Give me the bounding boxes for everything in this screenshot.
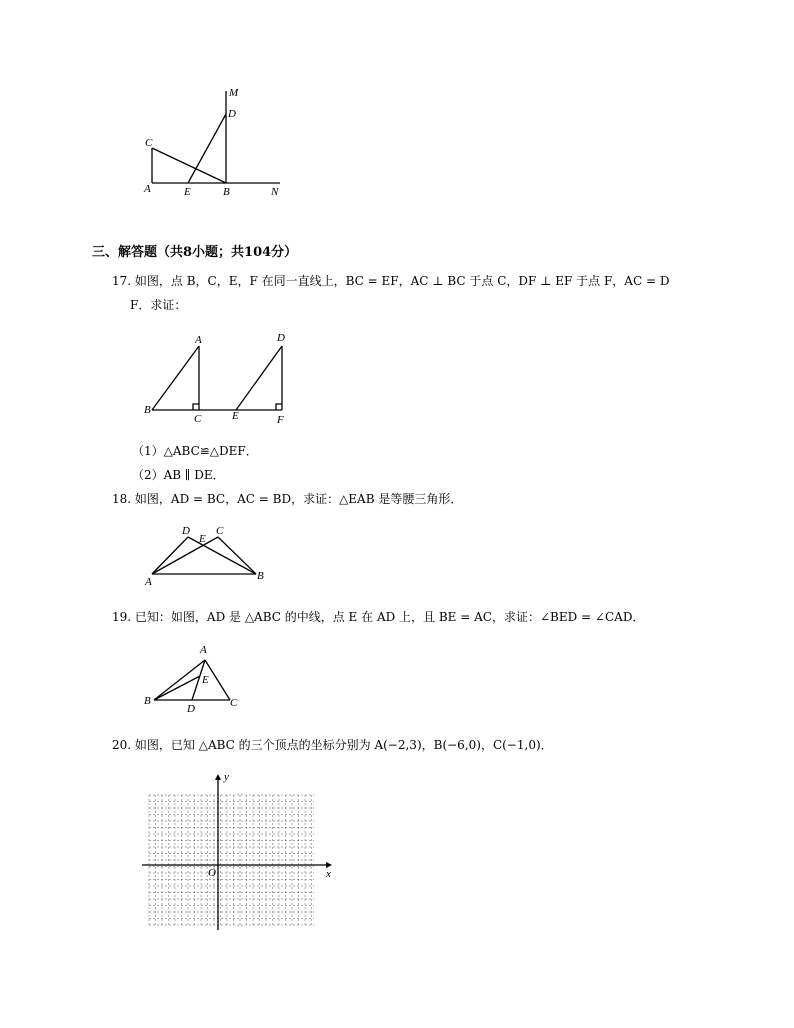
label-e: E: [199, 533, 206, 545]
label-d: D: [182, 525, 190, 537]
line-ac: [205, 660, 230, 700]
line-bc: [218, 537, 256, 574]
right-angle-f: [276, 404, 282, 410]
label-y: y: [224, 771, 229, 783]
label-f: F: [277, 414, 284, 426]
label-d: D: [277, 332, 285, 344]
label-d: D: [228, 108, 236, 120]
label-origin: O: [208, 867, 216, 879]
label-x: x: [326, 868, 331, 880]
grid-lines: [149, 795, 314, 925]
q17-text-line2: F．求证：: [130, 298, 187, 312]
figure-q18: [140, 520, 280, 590]
label-d: D: [187, 703, 195, 715]
label-b: B: [223, 186, 230, 198]
label-a: A: [145, 576, 152, 588]
label-b: B: [144, 404, 151, 416]
label-b: B: [257, 570, 264, 582]
label-a: A: [200, 644, 207, 656]
line-ed: [188, 114, 226, 183]
section-heading: 三、解答题（共8小题；共104分）: [92, 245, 298, 260]
line-ed: [236, 346, 282, 410]
coordinate-grid: [140, 772, 340, 932]
label-e: E: [184, 186, 191, 198]
label-n: N: [271, 186, 279, 198]
label-c: C: [145, 137, 153, 149]
label-a: A: [144, 183, 151, 195]
q18-text: 18. 如图，AD = BC，AC = BD，求证：△EAB 是等腰三角形．: [112, 492, 463, 506]
label-b: B: [144, 695, 151, 707]
line-ab: [152, 346, 199, 410]
line-ab: [154, 660, 205, 700]
figure-q16: [140, 85, 300, 205]
q20-text: 20. 如图，已知 △ABC 的三个顶点的坐标分别为 A(−2,3)，B(−6,0)，C(−1,0)．: [112, 738, 553, 752]
line-ad: [152, 537, 188, 574]
figure-q17: [140, 330, 300, 425]
label-m: M: [229, 87, 239, 99]
q19-text: 19. 已知：如图，AD 是 △ABC 的中线，点 E 在 AD 上，且 BE = AC，求证：∠BED = ∠CAD．: [112, 610, 645, 624]
label-c: C: [230, 697, 238, 709]
figure-q19: [140, 640, 260, 715]
line-ac: [152, 537, 218, 574]
label-c: C: [194, 413, 202, 425]
y-axis-arrow: [215, 774, 221, 780]
q17-text-line1: 17. 如图，点 B，C，E，F 在同一直线上，BC = EF，AC ⊥ BC 于点 C，DF ⊥ EF 于点 F，AC = D: [112, 274, 670, 288]
label-e: E: [202, 674, 209, 686]
label-e: E: [232, 410, 239, 422]
right-angle-c: [193, 404, 199, 410]
label-c: C: [216, 525, 224, 537]
line-cb: [152, 148, 226, 183]
label-a: A: [195, 334, 202, 346]
q17-sub1: （1）△ABC≌△DEF．: [132, 444, 258, 458]
q17-sub2: （2）AB ∥ DE．: [132, 468, 225, 482]
